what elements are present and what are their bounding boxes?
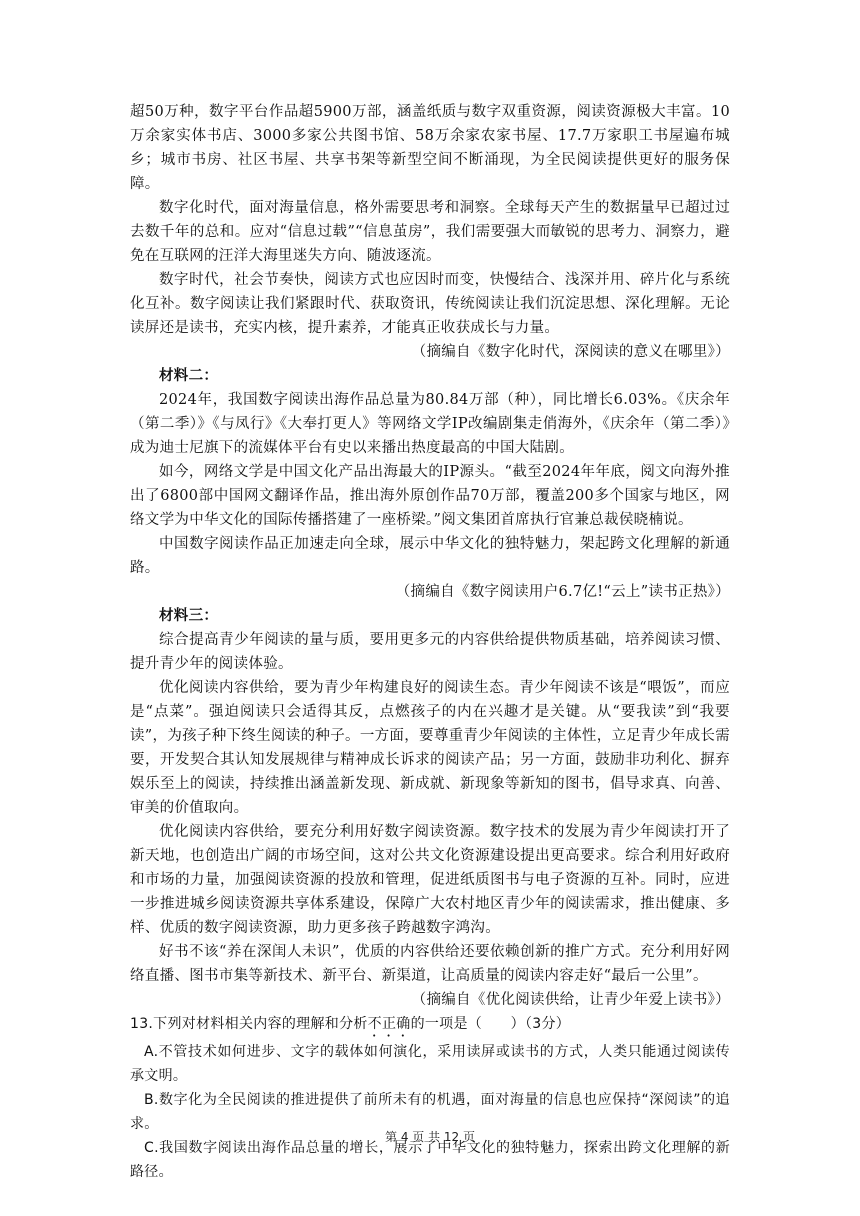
source-citation: （摘编自《数字阅读用户6.7亿!“云上”读书正热》） (395, 584, 730, 600)
option-c: C.我国数字阅读出海作品总量的增长，展示了中华文化的独特魅力，探索出跨文化理解的新路径。 (130, 1140, 730, 1180)
question-suffix: 的一项是（ ）（3分） (410, 1016, 571, 1032)
paragraph: 2024年，我国数字阅读出海作品总量为80.84万部（种），同比增长6.03%。《庆余年（第二季）》《与凤行》《大奉打更人》等网络文学IP改编剧集走俏海外，《庆余年（第二季）》成为迪士尼旗下的流媒体平台有史以来播出热度最高的中国大陆剧。 (130, 392, 730, 456)
paragraph: 综合提高青少年阅读的量与质，要用更多元的内容供给提供物质基础，培养阅读习惯、提升青少年的阅读体验。 (130, 632, 730, 672)
question-emphasis: 不正确 (367, 1016, 411, 1032)
paragraph: 数字化时代，面对海量信息，格外需要思考和洞察。全球每天产生的数据量早已超过过去数千年的总和。应对“信息过载”“信息茧房”，我们需要强大而敏锐的思考力、洞察力，避免在互联网的汪洋大海里迷失方向、随波逐流。 (130, 200, 730, 264)
paragraph: 超50万种，数字平台作品超5900万部，涵盖纸质与数字双重资源，阅读资源极大丰富。10万余家实体书店、3000多家公共图书馆、58万余家农家书屋、17.7万家职工书屋遍布城乡；城市书房、社区书屋、共享书架等新型空间不断涌现，为全民阅读提供更好的服务保障。 (130, 104, 730, 192)
option-a: A.不管技术如何进步、文字的载体如何演化，采用读屏或读书的方式，人类只能通过阅读传承文明。 (130, 1044, 730, 1084)
page-footer: 第 4 页 共 12 页 (385, 1130, 475, 1144)
page-content (130, 100, 730, 1184)
paragraph: 数字时代，社会节奏快，阅读方式也应因时而变，快慢结合、浅深并用、碎片化与系统化互补。数字阅读让我们紧跟时代、获取资讯，传统阅读让我们沉淀思想、深化理解。无论读屏还是读书，充实内核，提升素养，才能真正收获成长与力量。 (130, 272, 730, 336)
option-b: B.数字化为全民阅读的推进提供了前所未有的机遇，面对海量的信息也应保持“深阅读”的追求。 (130, 1092, 730, 1132)
paragraph: 如今，网络文学是中国文化产品出海最大的IP源头。“截至2024年年底，阅文向海外推出了6800部中国网文翻译作品，推出海外原创作品70万部，覆盖200多个国家与地区，网络文学为中华文化的国际传播搭建了一座桥梁。”阅文集团首席执行官兼总裁侯晓楠说。 (130, 464, 730, 528)
paragraph: 优化阅读内容供给，要为青少年构建良好的阅读生态。青少年阅读不该是“喂饭”，而应是“点菜”。强迫阅读只会适得其反，点燃孩子的内在兴趣才是关键。从“要我读”到“我要读”，为孩子种下终生阅读的种子。一方面，要尊重青少年阅读的主体性，立足青少年成长需要，开发契合其认知发展规律与精神成长诉求的阅读产品；另一方面，鼓励非功利化、摒弃娱乐至上的阅读，持续推出涵盖新发现、新成就、新现象等新知的图书，倡导求真、向善、审美的价值取向。 (130, 680, 730, 816)
source-citation: （摘编自《优化阅读供给，让青少年爱上读书》） (411, 992, 730, 1008)
paragraph: 优化阅读内容供给，要充分利用好数字阅读资源。数字技术的发展为青少年阅读打开了新天地，也创造出广阔的市场空间，这对公共文化资源建设提出更高要求。综合利用好政府和市场的力量，加强阅读资源的投放和管理，促进纸质图书与电子资源的互补。同时，应进一步推进城乡阅读资源共享体系建设，保障广大农村地区青少年的阅读需求，推出健康、多样、优质的数字阅读资源，助力更多孩子跨越数字鸿沟。 (130, 824, 730, 936)
material-heading: 材料二： (159, 367, 219, 384)
material-heading: 材料三： (159, 607, 219, 624)
paragraph: 中国数字阅读作品正加速走向全球，展示中华文化的独特魅力，架起跨文化理解的新通路。 (130, 536, 730, 576)
question-prefix: 13.下列对材料相关内容的理解和分析 (130, 1016, 368, 1032)
paragraph: 好书不该“养在深闺人未识”，优质的内容供给还要依赖创新的推广方式。充分利用好网络直播、图书市集等新技术、新平台、新渠道，让高质量的阅读内容走好“最后一公里”。 (130, 944, 730, 984)
question-13 (130, 1012, 730, 1040)
source-citation: （摘编自《数字化时代，深阅读的意义在哪里》） (411, 344, 730, 360)
